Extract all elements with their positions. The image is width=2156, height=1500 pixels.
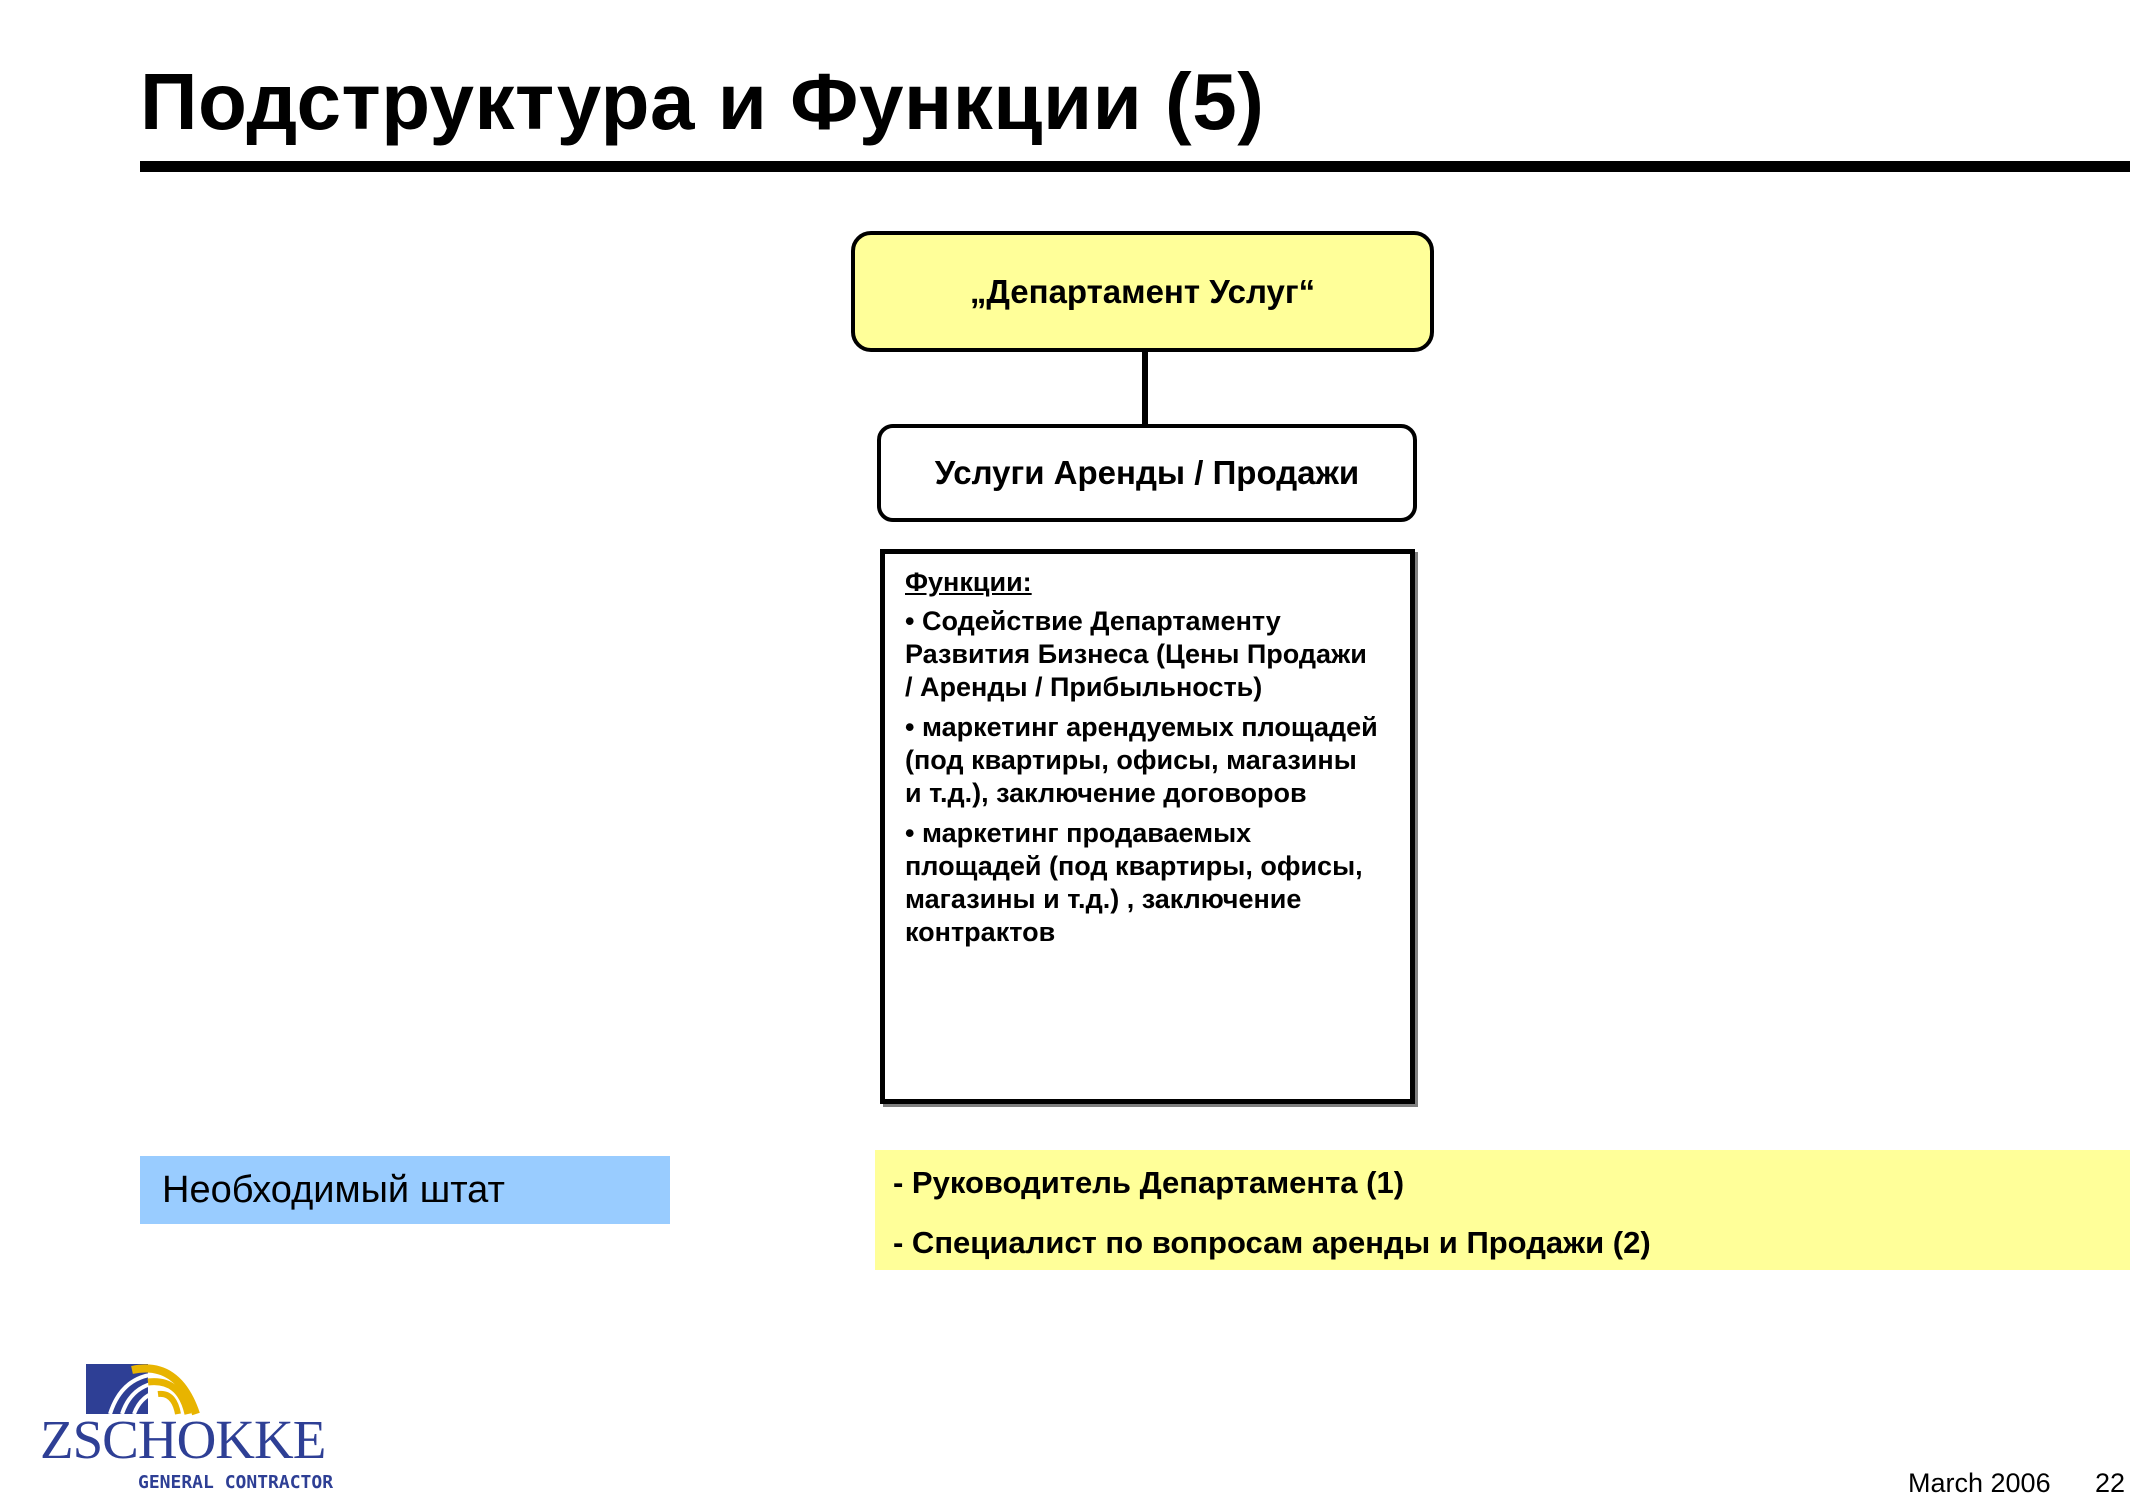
function-item: • Содействие Департаменту Развития Бизнеса (Цены Продажи / Аренды / Прибыльность) [905,606,1367,702]
staff-item: - Специалист по вопросам аренды и Продажи (2) [893,1225,1651,1260]
function-item: • маркетинг арендуемых площадей (под квартиры, офисы, магазины и т.д.), заключение договоров [905,712,1378,808]
function-item: • маркетинг продаваемых площадей (под квартиры, офисы, магазины и т.д.) , заключение контрактов [905,818,1363,947]
staff-list [875,1150,2130,1270]
functions-heading: Функции: [905,567,1032,597]
required-staff-label [140,1156,670,1224]
zschokke-logo [40,1362,360,1494]
logo-wordmark: ZSCHOKKE [40,1409,326,1470]
rental-sales-unit-box [877,424,1417,522]
functions-box [880,549,1415,1104]
connector-line [1142,352,1148,424]
department-box [851,231,1434,352]
footer-date: March 2006 [1908,1468,2051,1498]
logo-tagline: GENERAL CONTRACTOR [138,1472,334,1493]
staff-item: - Руководитель Департамента (1) [893,1165,1405,1200]
required-staff-text: Необходимый штат [162,1168,505,1211]
slide-title: Подструктура и Функции (5) [140,57,1265,146]
rental-sales-unit-label: Услуги Аренды / Продажи [934,454,1360,491]
title-underline [140,161,2130,172]
department-label: „Департамент Услуг“ [969,272,1316,310]
page-number: 22 [2095,1468,2126,1498]
